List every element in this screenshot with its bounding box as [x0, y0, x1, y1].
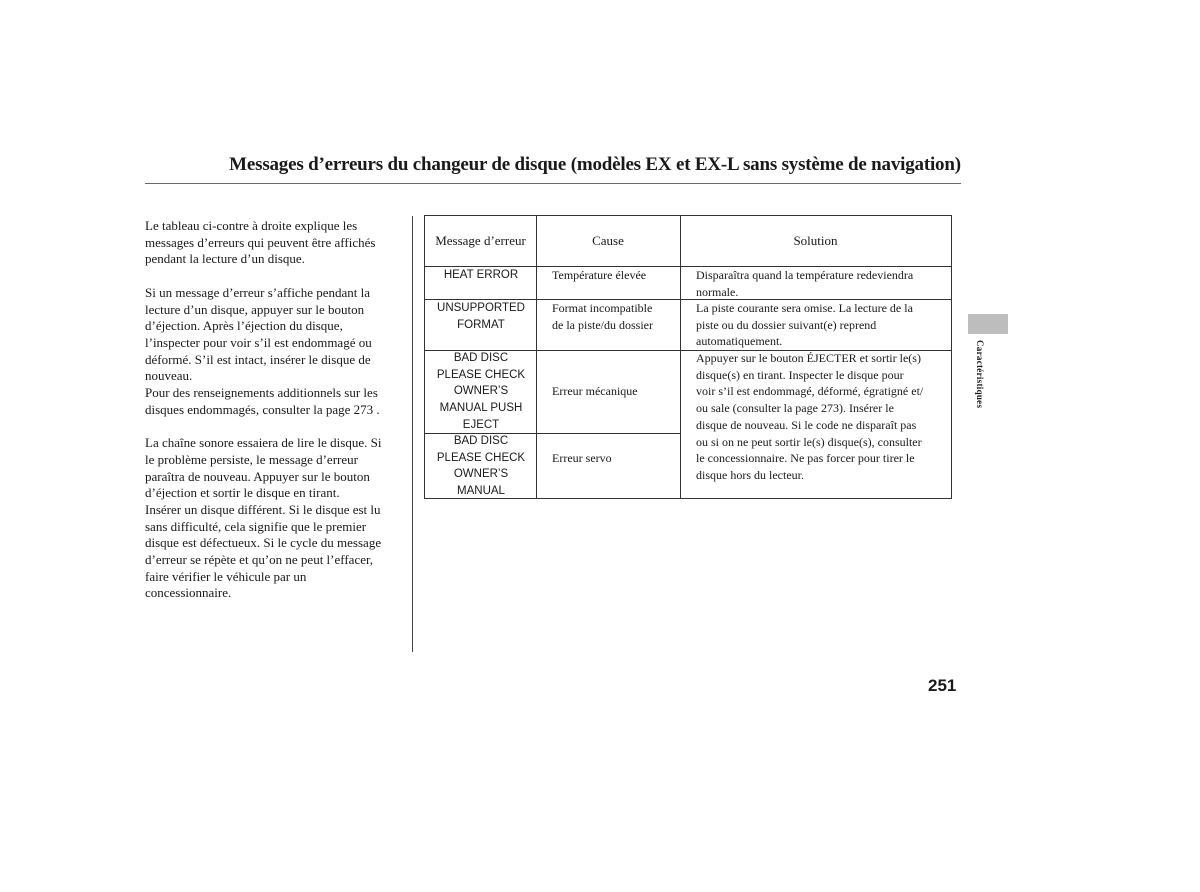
intro-line: Insérer un disque différent. Si le disque est lu: [145, 501, 381, 517]
cause-line: Erreur mécanique: [552, 384, 638, 398]
intro-line: déformé. S’il est intact, insérer le disque de: [145, 351, 371, 367]
intro-paragraph-2: [145, 285, 407, 419]
table-cell-cause: [552, 383, 692, 400]
page-title: Messages d’erreurs du changeur de disque (modèles EX et EX-L sans système de navigation): [229, 154, 961, 175]
table-cell-cause: [552, 300, 692, 333]
cause-line: de la piste/du dossier: [552, 317, 653, 332]
code-line: OWNER’S: [453, 385, 509, 398]
table-header-solution: Solution: [793, 233, 838, 248]
solution-line: La piste courante sera omise. La lecture de la: [696, 301, 913, 315]
column-divider: [412, 216, 413, 652]
code-line: UNSUPPORTED: [437, 302, 525, 314]
solution-line: voir s’il est endommagé, déformé, égratigné et/: [696, 384, 924, 399]
intro-line: La chaîne sonore essaiera de lire le disque. Si: [145, 435, 382, 451]
error-table: [424, 215, 952, 499]
intro-text: [145, 218, 407, 602]
solution-line: ou si on ne peut sortir le(s) disque(s), consulter: [696, 434, 922, 449]
solution-line: disque de nouveau. Si le code ne disparaît pas: [696, 417, 917, 432]
intro-line: paraîtra de nouveau. Appuyer sur le bouton: [145, 468, 370, 484]
intro-line: pendant la lecture d’un disque.: [145, 251, 305, 267]
table-cell-cause: [552, 267, 692, 284]
code-line: BAD DISC: [453, 435, 509, 447]
section-label: Caractéristiques: [975, 340, 985, 409]
table-header-cause: Cause: [592, 233, 624, 248]
solution-line: automatiquement.: [696, 334, 783, 349]
intro-line: d’éjection et sortir le disque en tirant.: [145, 485, 340, 501]
intro-paragraph-3: [145, 435, 407, 602]
solution-line: Appuyer sur le bouton ÉJECTER et sortir le(s): [696, 351, 921, 365]
solution-line: piste ou du dossier suivant(e) reprend: [696, 317, 877, 332]
section-tab: [968, 314, 1008, 334]
code-line: HEAT ERROR: [443, 269, 519, 281]
intro-line: nouveau.: [145, 368, 193, 384]
intro-line: disques endommagés, consulter la page 273 .: [145, 401, 380, 417]
intro-line: lecture d’un disque, appuyer sur le bouton: [145, 301, 365, 317]
intro-line: le problème persiste, le message d’erreur: [145, 451, 358, 467]
code-line: FORMAT: [457, 318, 505, 331]
intro-paragraph-1: [145, 218, 407, 268]
table-cell-solution: [696, 350, 946, 484]
intro-line: sans difficulté, cela signifie que le premier: [145, 518, 367, 534]
table-cell-solution: [696, 267, 946, 300]
cause-line: Format incompatible: [552, 301, 653, 315]
code-line: BAD DISC: [453, 352, 509, 364]
intro-line: d’éjection. Après l’éjection du disque,: [145, 318, 343, 334]
code-line: OWNER’S: [453, 468, 509, 481]
solution-line: le concessionnaire. Ne pas forcer pour tirer le: [696, 451, 915, 466]
solution-line: disque hors du lecteur.: [696, 467, 804, 482]
intro-line: faire vérifier le véhicule par un: [145, 568, 307, 584]
cause-line: Température élevée: [552, 268, 647, 282]
table-cell-code: [425, 350, 537, 434]
solution-line: normale.: [696, 284, 739, 299]
code-line: PLEASE CHECK: [436, 368, 526, 381]
table-cell-solution: [696, 300, 946, 350]
page-number: 251: [928, 676, 957, 695]
table-cell-code: [425, 300, 537, 333]
solution-line: disque(s) en tirant. Inspecter le disque pour: [696, 367, 904, 382]
intro-line: disque est défectueux. Si le cycle du message: [145, 535, 382, 551]
intro-line: l’inspecter pour voir s’il est endommagé ou: [145, 334, 372, 350]
intro-line: Pour des renseignements additionnels sur les: [145, 385, 378, 401]
solution-line: ou sale (consulter la page 273). Insérer le: [696, 401, 894, 416]
intro-line: messages d’erreurs qui peuvent être affichés: [145, 234, 376, 250]
code-line: EJECT: [462, 418, 500, 431]
intro-line: Si un message d’erreur s’affiche pendant la: [145, 284, 371, 300]
code-line: PLEASE CHECK: [436, 451, 526, 464]
cause-line: Erreur servo: [552, 451, 612, 465]
table-cell-code: [425, 433, 537, 500]
code-line: MANUAL PUSH: [439, 402, 523, 415]
table-header-message: Message d’erreur: [435, 233, 526, 248]
code-line: MANUAL: [457, 485, 505, 498]
intro-line: Le tableau ci-contre à droite explique les: [145, 218, 358, 233]
intro-line: concessionnaire.: [145, 585, 232, 601]
title-rule: [145, 183, 961, 184]
table-cell-code: [425, 267, 537, 284]
intro-line: d’erreur se répète et qu’on ne peut l’effacer,: [145, 552, 374, 568]
table-cell-cause: [552, 450, 692, 467]
solution-line: Disparaîtra quand la température redeviendra: [696, 268, 914, 282]
